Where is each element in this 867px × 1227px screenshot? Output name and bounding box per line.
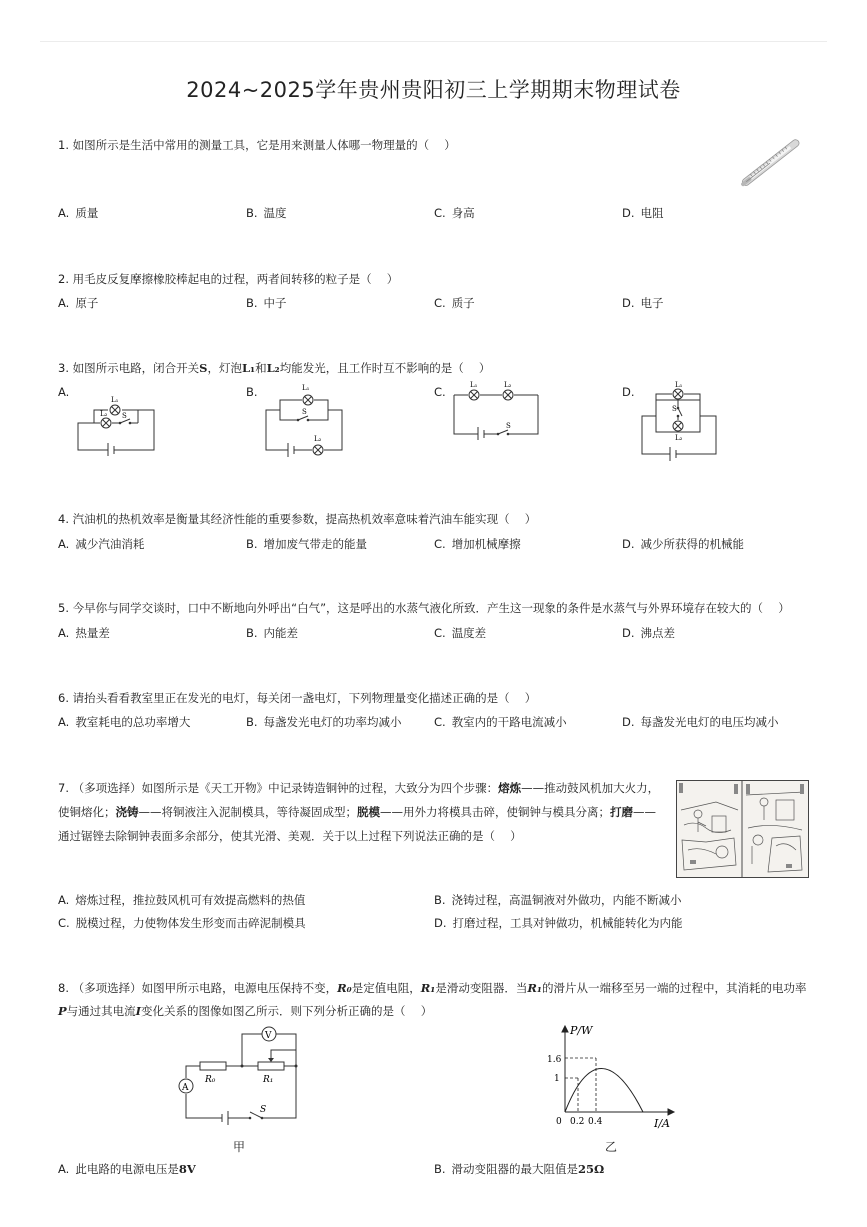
svg-text:A: A [182, 1083, 189, 1093]
q7-option-c[interactable]: C. 脱模过程，力使物体发生形变而击碎泥制模具 [58, 916, 306, 930]
figure-jia-caption: 甲 [233, 1140, 246, 1154]
header-divider [40, 41, 827, 42]
q1-option-d[interactable]: D. 电阻 [622, 206, 664, 220]
svg-text:L₂: L₂ [100, 410, 108, 418]
svg-text:L₂: L₂ [314, 435, 322, 443]
q1-option-a[interactable]: A. 质量 [58, 206, 99, 220]
svg-text:S: S [506, 422, 511, 430]
svg-text:P/W: P/W [570, 1024, 593, 1037]
q3-circuit-d [638, 378, 728, 462]
svg-text:L₂: L₂ [504, 381, 512, 389]
svg-text:R₁: R₁ [263, 1075, 274, 1085]
q6-option-a[interactable]: A. 教室耗电的总功率增大 [58, 715, 191, 729]
q8-option-b[interactable]: B. 滑动变阻器的最大阻值是25Ω [434, 1162, 605, 1176]
q2-option-c[interactable]: C. 质子 [434, 296, 475, 310]
question-7-line-1: 7. （多项选择）如图所示是《天工开物》中记录铸造铜钟的过程，大致分为四个步骤：熔炼——推动鼓风机加大火力， [58, 781, 660, 795]
q3-option-b[interactable]: B. [246, 385, 258, 399]
q8-graph-yi [540, 1020, 680, 1132]
q3-circuit-c [448, 378, 548, 440]
q1-option-c[interactable]: C. 身高 [434, 206, 475, 220]
q3-circuit-a [70, 380, 170, 456]
svg-text:S: S [122, 412, 127, 420]
q6-option-d[interactable]: D. 每盏发光电灯的电压均减小 [622, 715, 779, 729]
question-7-line-3: 通过锯锉去除铜钟表面多余部分，使其光滑、美观．关于以上过程下列说法正确的是（ ） [58, 829, 522, 843]
q2-option-d[interactable]: D. 电子 [622, 296, 664, 310]
q5-option-d[interactable]: D. 沸点差 [622, 626, 676, 640]
q6-option-c[interactable]: C. 教室内的干路电流减小 [434, 715, 567, 729]
q2-option-b[interactable]: B. 中子 [246, 296, 287, 310]
q7-option-d[interactable]: D. 打磨过程，工具对钟做功，机械能转化为内能 [434, 916, 683, 930]
svg-text:1: 1 [554, 1074, 560, 1084]
q3-option-a[interactable]: A. [58, 385, 70, 399]
q5-option-a[interactable]: A. 热量差 [58, 626, 110, 640]
svg-text:0.4: 0.4 [588, 1117, 603, 1127]
q1-option-b[interactable]: B. 温度 [246, 206, 287, 220]
q4-option-a[interactable]: A. 减少汽油消耗 [58, 537, 145, 551]
svg-text:S: S [672, 405, 677, 413]
svg-text:L₁: L₁ [302, 384, 310, 392]
tiangong-kaiwu-illustration [676, 780, 809, 878]
thermometer-image [730, 132, 812, 194]
svg-text:L₁: L₁ [470, 381, 478, 389]
q4-option-c[interactable]: C. 增加机械摩擦 [434, 537, 521, 551]
question-4-stem: 4. 汽油机的热机效率是衡量其经济性能的重要参数，提高热机效率意味着汽油车能实现（ ） [58, 512, 537, 526]
q2-option-a[interactable]: A. 原子 [58, 296, 99, 310]
q3-circuit-b [258, 380, 358, 460]
question-6-stem: 6. 请抬头看看教室里正在发光的电灯，每关闭一盏电灯，下列物理量变化描述正确的是（ ） [58, 691, 537, 705]
svg-text:L₁: L₁ [111, 396, 119, 404]
svg-text:R₀: R₀ [205, 1075, 216, 1085]
q8-circuit-jia [170, 1020, 310, 1130]
q7-option-a[interactable]: A. 熔炼过程，推拉鼓风机可有效提高燃料的热值 [58, 893, 306, 907]
svg-text:L₁: L₁ [675, 381, 683, 389]
q4-option-d[interactable]: D. 减少所获得的机械能 [622, 537, 745, 551]
question-1-stem: 1. 如图所示是生活中常用的测量工具，它是用来测量人体哪一物理量的（ ） [58, 138, 456, 152]
q8-option-a[interactable]: A. 此电路的电源电压是8V [58, 1162, 196, 1176]
svg-text:I/A: I/A [654, 1117, 670, 1130]
question-8-line-2: P与通过其电流I变化关系的图像如图乙所示．则下列分析正确的是（ ） [58, 1004, 433, 1018]
q3-option-d[interactable]: D. [622, 385, 635, 399]
question-7-line-2: 使铜熔化；浇铸——将铜液注入泥制模具，等待凝固成型；脱模——用外力将模具击碎，使铜钟与模具分离；打磨—— [58, 805, 656, 819]
question-3-stem: 3. 如图所示电路，闭合开关S，灯泡L₁和L₂均能发光，且工作时互不影响的是（ ） [58, 361, 491, 375]
svg-text:0: 0 [556, 1117, 562, 1127]
q6-option-b[interactable]: B. 每盏发光电灯的功率均减小 [246, 715, 402, 729]
svg-text:1.6: 1.6 [547, 1055, 562, 1065]
figure-yi-caption: 乙 [605, 1140, 618, 1154]
q4-option-b[interactable]: B. 增加废气带走的能量 [246, 537, 368, 551]
svg-text:V: V [265, 1031, 272, 1041]
question-2-stem: 2. 用毛皮反复摩擦橡胶棒起电的过程，两者间转移的粒子是（ ） [58, 272, 399, 286]
q5-option-c[interactable]: C. 温度差 [434, 626, 487, 640]
svg-text:S: S [260, 1105, 267, 1115]
q7-option-b[interactable]: B. 浇铸过程，高温铜液对外做功，内能不断减小 [434, 893, 682, 907]
svg-text:0.2: 0.2 [570, 1117, 585, 1127]
question-5-stem: 5. 今早你与同学交谈时，口中不断地向外呼出“白气”，这是呼出的水蒸气液化所致．产生这一现象的条件是水蒸气与外界环境存在较大的（ ） [58, 601, 790, 615]
question-8-line-1: 8. （多项选择）如图甲所示电路，电源电压保持不变，R₀是定值电阻，R₁是滑动变阻器．当R₁的滑片从一端移至另一端的过程中，其消耗的电功率 [58, 981, 807, 995]
svg-text:S: S [302, 408, 307, 416]
q3-option-c[interactable]: C. [434, 385, 446, 399]
page-title: 2024~2025学年贵州贵阳初三上学期期末物理试卷 [186, 78, 681, 102]
q5-option-b[interactable]: B. 内能差 [246, 626, 299, 640]
svg-text:L₂: L₂ [675, 434, 683, 442]
